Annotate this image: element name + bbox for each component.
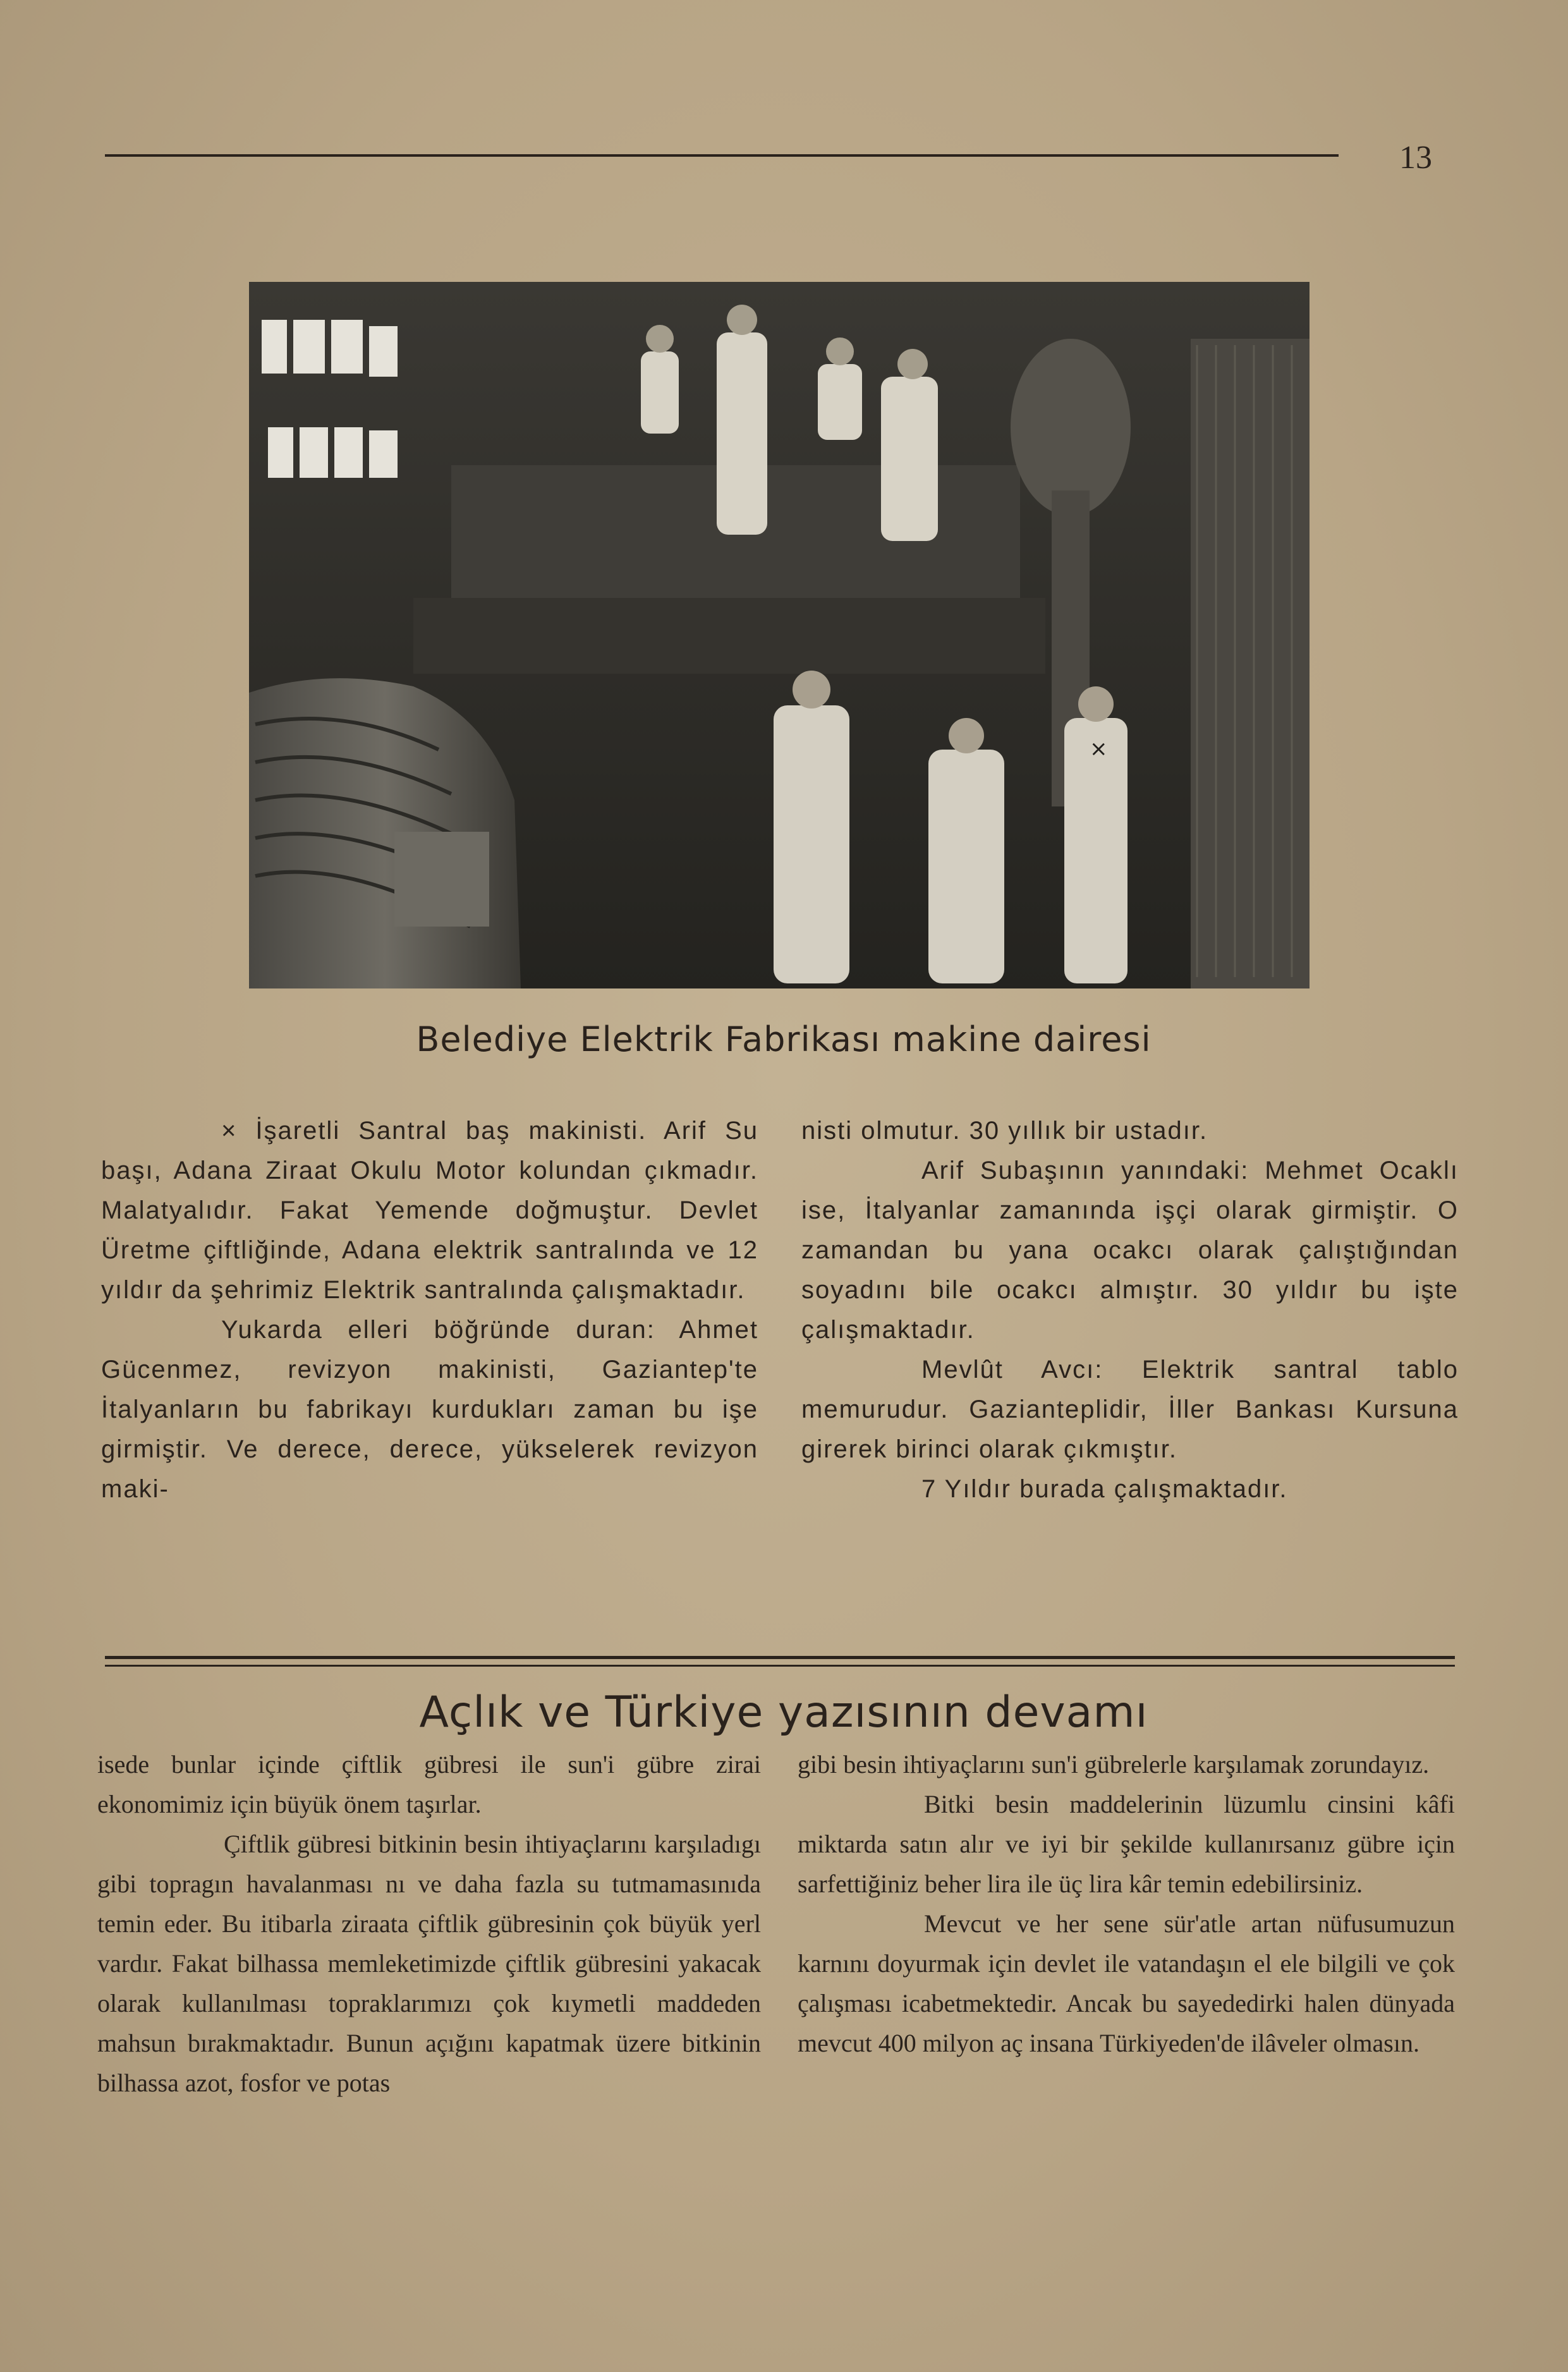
- article-para: Arif Subaşının yanındaki: Mehmet Ocaklı ise, İtalyanlar zamanında işçi olarak girmiştir. O zamandan bu yana ocakcı olarak çalıştığından soyadını bile ocakcı almıştır. 30 yıldır bu işte çalışmaktadır.: [801, 1157, 1459, 1344]
- continuation-column-left: [97, 1744, 761, 2103]
- continuation-para: isede bunlar içinde çiftlik gübresi ile sun'i gübre zirai ekonomimiz için büyük önem taşırlar.: [97, 1750, 761, 1818]
- article-column-left: [101, 1111, 758, 1509]
- article-para: × İşaretli Santral baş makinisti. Arif Su başı, Adana Ziraat Okulu Motor kolundan çıkmadır. Malatyalıdır. Fakat Yemende doğmuştur. Devlet Üretme çiftliğinde, Adana elektrik santralında ve 12 yıldır da şehrimiz Elektrik santralında çalışmaktadır.: [101, 1117, 758, 1304]
- article-para: Mevlût Avcı: Elektrik santral tablo memurudur. Gazianteplidir, İller Bankası Kursuna girerek birinci olarak çıkmıştır.: [801, 1356, 1459, 1463]
- continuation-para: gibi besin ihtiyaçlarını sun'i gübrelerle karşılamak zorundayız.: [798, 1750, 1430, 1779]
- article-column-right: [801, 1111, 1459, 1509]
- engine-room-photo: [249, 282, 1310, 988]
- photo-caption: Belediye Elektrik Fabrikası makine dairesi: [416, 1019, 1152, 1059]
- continuation-para: Mevcut ve her sene sür'atle artan nüfusumuzun karnını doyurmak için devlet ile vatandaşın el ele bilgili ve çok çalışması icabetmektedir. Ancak bu sayededirki halen dünyada mevcut 400 milyon aç insana Türkiyeden'de ilâveler olmasın.: [798, 1909, 1455, 2057]
- article-para: nisti olmutur. 30 yıllık bir ustadır.: [801, 1117, 1208, 1145]
- continuation-title: Açlık ve Türkiye yazısının devamı: [419, 1688, 1148, 1737]
- section-rule: [105, 1656, 1455, 1659]
- article-para: 7 Yıldır burada çalışmaktadır.: [921, 1475, 1288, 1503]
- header-rule: [105, 154, 1339, 157]
- continuation-para: Çiftlik gübresi bitkinin besin ihtiyaçlarını karşıladıgı gibi topragın havalanması nı ve daha fazla su tutmamasınıda temin eder. Bu itibarla ziraata çiftlik gübresinin çok büyük yerl vardır. Fakat bilhassa memleketimizde çiftlik gübresini yakacak olarak kullanılması topraklarımızı çok kıymetli maddeden mahsun bırakmaktadır. Bunun açığını kapatmak üzere bitkinin bilhassa azot, fosfor ve potas: [97, 1830, 761, 2097]
- continuation-column-right: [798, 1744, 1455, 2063]
- section-rule: [105, 1665, 1455, 1667]
- photo-mark: ×: [1090, 736, 1108, 762]
- article-para: Yukarda elleri böğründe duran: Ahmet Gücenmez, revizyon makinisti, Gaziantep'te İtalyanların bu fabrikayı kurdukları zaman bu işe girmiştir. Ve derece, derece, yükselerek revizyon maki-: [101, 1316, 758, 1503]
- page-number: 13: [1399, 140, 1432, 176]
- continuation-para: Bitki besin maddelerinin lüzumlu cinsini kâfi miktarda satın alır ve iyi bir şekilde kullanırsanız gübre için sarfettiğiniz beher lira ile üç lira kâr temin edebilirsiniz.: [798, 1790, 1455, 1898]
